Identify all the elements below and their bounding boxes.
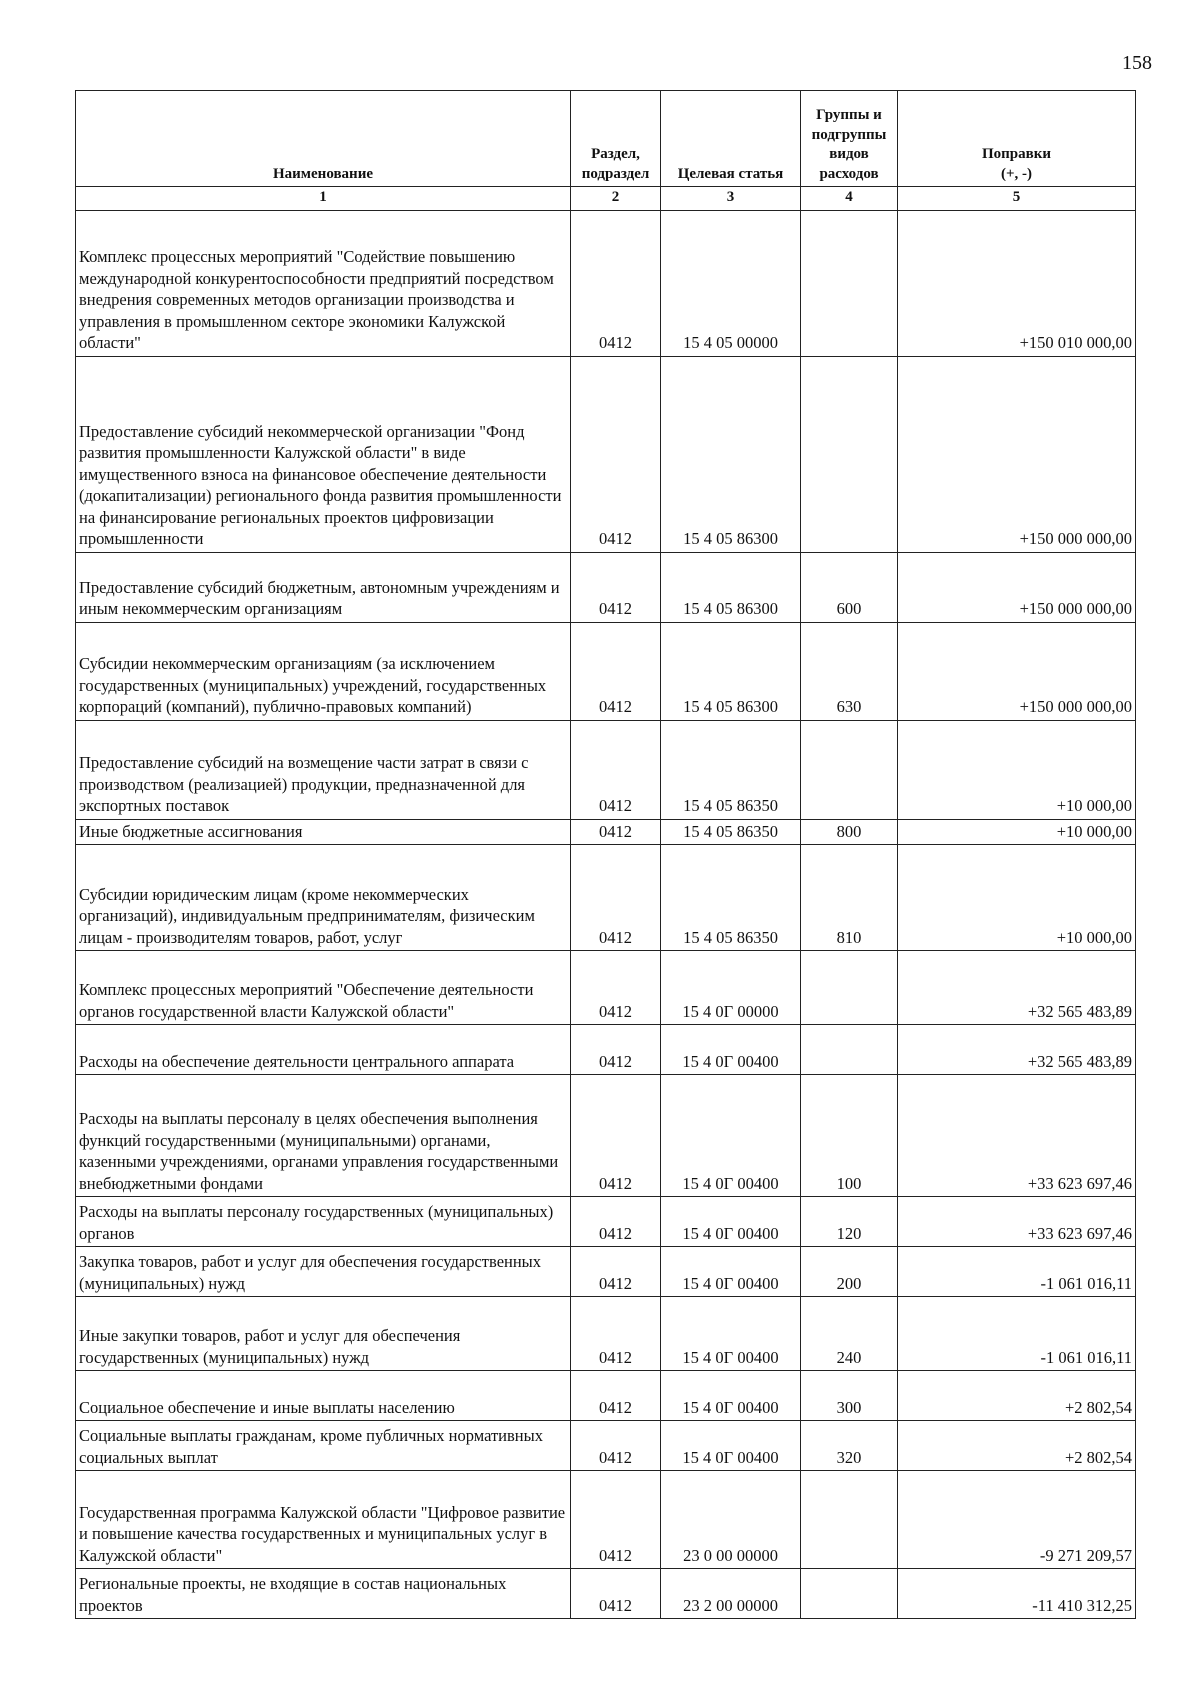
row-target: 15 4 0Г 00400 xyxy=(661,1196,801,1246)
row-name: Расходы на выплаты персоналу в целях обеспечения выполнения функций государственными (муниципальными) органами, казенными учреждениями, органами управления государственными внебюджетными фондами xyxy=(76,1074,571,1196)
header-groups-line: подгруппы xyxy=(811,126,887,143)
header-amendments xyxy=(898,91,1136,187)
table-row xyxy=(76,1246,1136,1296)
row-section: 0412 xyxy=(571,210,661,356)
row-group: 100 xyxy=(801,1074,898,1196)
row-group: 200 xyxy=(801,1246,898,1296)
table-row xyxy=(76,1470,1136,1568)
row-group: 600 xyxy=(801,552,898,622)
row-name: Закупка товаров, работ и услуг для обеспечения государственных (муниципальных) нужд xyxy=(76,1246,571,1296)
row-group xyxy=(801,1470,898,1568)
row-section: 0412 xyxy=(571,1246,661,1296)
row-group: 630 xyxy=(801,622,898,720)
header-name: Наименование xyxy=(76,91,571,187)
row-section: 0412 xyxy=(571,1370,661,1420)
row-target: 15 4 05 86350 xyxy=(661,720,801,819)
header-section-line: Раздел, xyxy=(591,146,640,162)
budget-amendments-table xyxy=(75,90,1136,1619)
row-section: 0412 xyxy=(571,552,661,622)
column-number: 3 xyxy=(661,187,801,211)
row-name: Государственная программа Калужской области "Цифровое развитие и повышение качества государственных и муниципальных услуг в Калужской области" xyxy=(76,1470,571,1568)
row-name: Иные бюджетные ассигнования xyxy=(76,819,571,844)
header-groups xyxy=(801,91,898,187)
row-target: 15 4 0Г 00400 xyxy=(661,1246,801,1296)
row-group xyxy=(801,356,898,552)
row-target: 15 4 0Г 00400 xyxy=(661,1296,801,1370)
row-name: Социальные выплаты гражданам, кроме публичных нормативных социальных выплат xyxy=(76,1420,571,1470)
row-group: 300 xyxy=(801,1370,898,1420)
row-amount: +32 565 483,89 xyxy=(898,1024,1136,1074)
row-name: Субсидии некоммерческим организациям (за исключением государственных (муниципальных) учреждений, государственных корпораций (компаний), публично-правовых компаний) xyxy=(76,622,571,720)
row-group xyxy=(801,720,898,819)
table-row xyxy=(76,622,1136,720)
header-target: Целевая статья xyxy=(661,91,801,187)
row-target: 15 4 05 86350 xyxy=(661,819,801,844)
row-amount: +10 000,00 xyxy=(898,844,1136,950)
row-group: 120 xyxy=(801,1196,898,1246)
row-group: 800 xyxy=(801,819,898,844)
table-row xyxy=(76,1196,1136,1246)
row-amount: +150 000 000,00 xyxy=(898,356,1136,552)
row-amount: +150 000 000,00 xyxy=(898,622,1136,720)
row-section: 0412 xyxy=(571,356,661,552)
row-target: 15 4 0Г 00400 xyxy=(661,1420,801,1470)
header-amendments-line: Поправки xyxy=(981,146,1052,162)
row-name: Социальное обеспечение и иные выплаты населению xyxy=(76,1370,571,1420)
row-amount: +10 000,00 xyxy=(898,819,1136,844)
column-number: 5 xyxy=(898,187,1136,211)
table-row xyxy=(76,1370,1136,1420)
row-target: 15 4 0Г 00400 xyxy=(661,1370,801,1420)
table-row xyxy=(76,1296,1136,1370)
row-amount: -1 061 016,11 xyxy=(898,1296,1136,1370)
row-amount: -11 410 312,25 xyxy=(898,1568,1136,1618)
row-target: 15 4 05 00000 xyxy=(661,210,801,356)
row-amount: +150 010 000,00 xyxy=(898,210,1136,356)
row-amount: +2 802,54 xyxy=(898,1370,1136,1420)
row-group: 240 xyxy=(801,1296,898,1370)
row-target: 23 2 00 00000 xyxy=(661,1568,801,1618)
row-group xyxy=(801,210,898,356)
row-section: 0412 xyxy=(571,1296,661,1370)
table-row xyxy=(76,1420,1136,1470)
column-number: 2 xyxy=(571,187,661,211)
row-name: Иные закупки товаров, работ и услуг для обеспечения государственных (муниципальных) нужд xyxy=(76,1296,571,1370)
row-amount: -9 271 209,57 xyxy=(898,1470,1136,1568)
row-section: 0412 xyxy=(571,1196,661,1246)
row-section: 0412 xyxy=(571,1568,661,1618)
page-number: 158 xyxy=(1122,52,1152,74)
row-amount: +10 000,00 xyxy=(898,720,1136,819)
table-row xyxy=(76,356,1136,552)
row-target: 15 4 05 86350 xyxy=(661,844,801,950)
row-name: Субсидии юридическим лицам (кроме некоммерческих организаций), индивидуальным предпринимателям, физическим лицам - производителям товаров, работ, услуг xyxy=(76,844,571,950)
row-group: 810 xyxy=(801,844,898,950)
row-section: 0412 xyxy=(571,720,661,819)
table-row xyxy=(76,819,1136,844)
header-groups-line: видов xyxy=(829,146,869,162)
table-row xyxy=(76,1074,1136,1196)
header-section xyxy=(571,91,661,187)
row-name: Региональные проекты, не входящие в состав национальных проектов xyxy=(76,1568,571,1618)
table-row xyxy=(76,844,1136,950)
row-amount: +32 565 483,89 xyxy=(898,950,1136,1024)
column-number-row xyxy=(76,187,1136,211)
row-name: Предоставление субсидий некоммерческой организации "Фонд развития промышленности Калужской области" в виде имущественного взноса на финансовое обеспечение деятельности (докапитализации) регионального фонда развития промышленности на финансирование региональных проектов цифровизации промышленности xyxy=(76,356,571,552)
row-name: Предоставление субсидий бюджетным, автономным учреждениям и иным некоммерческим организациям xyxy=(76,552,571,622)
row-section: 0412 xyxy=(571,844,661,950)
table-row xyxy=(76,210,1136,356)
row-name: Расходы на обеспечение деятельности центрального аппарата xyxy=(76,1024,571,1074)
row-section: 0412 xyxy=(571,1420,661,1470)
row-amount: +33 623 697,46 xyxy=(898,1074,1136,1196)
header-groups-line: Группы и xyxy=(816,107,882,123)
row-name: Предоставление субсидий на возмещение части затрат в связи с производством (реализацией) продукции, предназначенной для экспортных поставок xyxy=(76,720,571,819)
row-section: 0412 xyxy=(571,622,661,720)
row-section: 0412 xyxy=(571,819,661,844)
row-group xyxy=(801,1568,898,1618)
row-name: Расходы на выплаты персоналу государственных (муниципальных) органов xyxy=(76,1196,571,1246)
row-section: 0412 xyxy=(571,1024,661,1074)
column-number: 4 xyxy=(801,187,898,211)
table-row xyxy=(76,950,1136,1024)
row-group xyxy=(801,950,898,1024)
row-target: 15 4 05 86300 xyxy=(661,622,801,720)
table-row xyxy=(76,1024,1136,1074)
row-target: 15 4 05 86300 xyxy=(661,552,801,622)
column-number: 1 xyxy=(76,187,571,211)
header-amendments-line: (+, -) xyxy=(1000,165,1033,182)
row-section: 0412 xyxy=(571,950,661,1024)
row-target: 15 4 0Г 00000 xyxy=(661,950,801,1024)
table-row xyxy=(76,552,1136,622)
row-amount: -1 061 016,11 xyxy=(898,1246,1136,1296)
row-name: Комплекс процессных мероприятий "Обеспечение деятельности органов государственной власти Калужской области" xyxy=(76,950,571,1024)
row-amount: +33 623 697,46 xyxy=(898,1196,1136,1246)
row-amount: +2 802,54 xyxy=(898,1420,1136,1470)
row-target: 15 4 0Г 00400 xyxy=(661,1074,801,1196)
table-row xyxy=(76,1568,1136,1618)
header-groups-line: расходов xyxy=(819,165,879,182)
table-row xyxy=(76,720,1136,819)
row-amount: +150 000 000,00 xyxy=(898,552,1136,622)
row-target: 15 4 05 86300 xyxy=(661,356,801,552)
row-section: 0412 xyxy=(571,1074,661,1196)
row-name: Комплекс процессных мероприятий "Содействие повышению международной конкурентоспособности предприятий посредством внедрения современных методов организации производства и управления в промышленном секторе экономики Калужской области" xyxy=(76,210,571,356)
row-group: 320 xyxy=(801,1420,898,1470)
row-target: 23 0 00 00000 xyxy=(661,1470,801,1568)
row-group xyxy=(801,1024,898,1074)
row-target: 15 4 0Г 00400 xyxy=(661,1024,801,1074)
table-header-row xyxy=(76,91,1136,187)
header-section-line: подраздел xyxy=(581,165,650,182)
row-section: 0412 xyxy=(571,1470,661,1568)
